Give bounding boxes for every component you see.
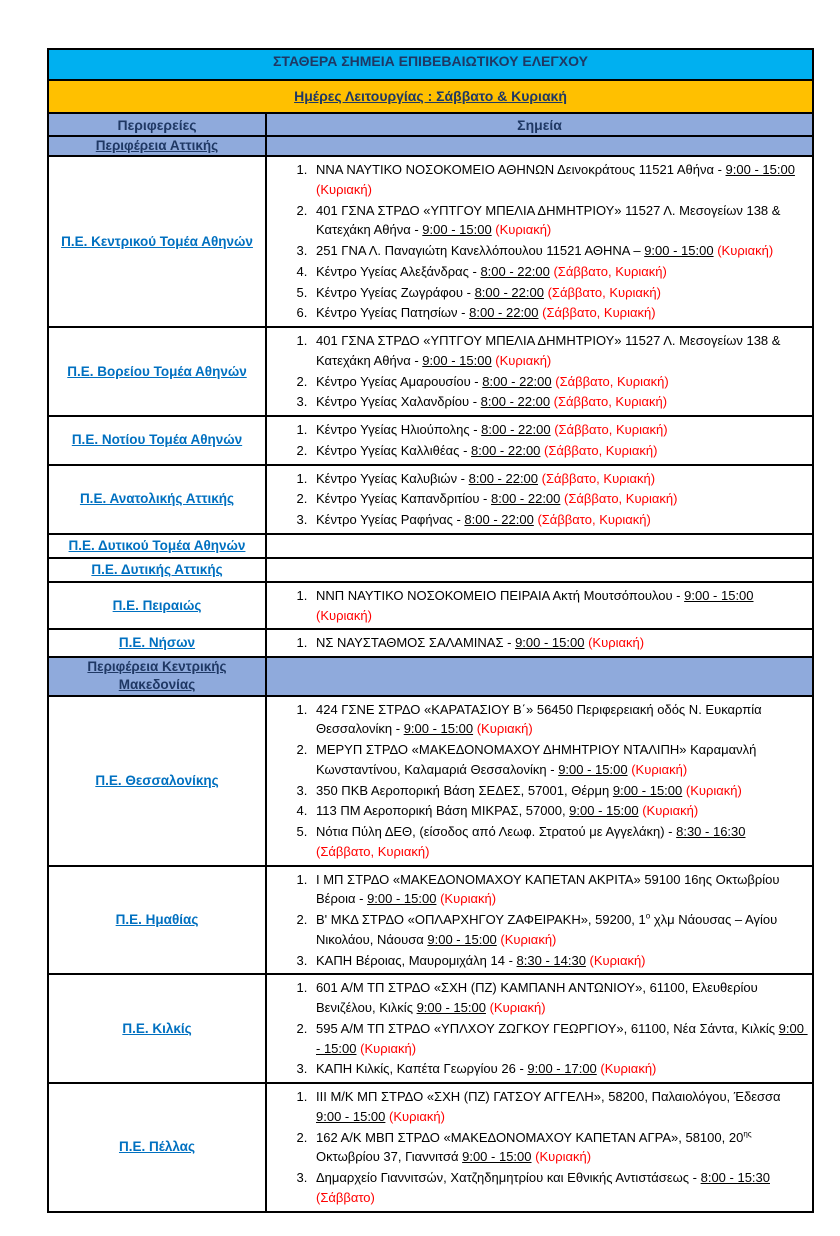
text-segment: Κέντρο Υγείας Ζωγράφου - [316, 284, 475, 300]
region-row [48, 327, 813, 416]
text-segment: ΙΙΙ Μ/Κ ΜΠ ΣΤΡΔΟ «ΣΧΗ (ΠΖ) ΓΑΤΣΟΥ ΑΓΓΕΛΗ», 58200, Παλαιολόγου, Έδεσσα [316, 1089, 785, 1105]
hours-text: 9:00 - 15:00 [569, 803, 639, 819]
hours-text: 8:00 - 22:00 [469, 305, 539, 321]
hours-text: 9:00 - 15:00 [644, 243, 714, 259]
region-row [48, 629, 813, 657]
hours-text: 9:00 - 15:00 [725, 162, 795, 178]
days-text: (Σάββατο, Κυριακή) [564, 491, 678, 507]
days-text: (Κυριακή) [717, 243, 774, 259]
checkpoint-item [311, 781, 804, 801]
days-text: (Κυριακή) [440, 891, 497, 907]
checkpoint-item [311, 951, 804, 971]
region-row [48, 582, 813, 630]
text-segment: 113 ΠΜ Αεροπορική Βάση ΜΙΚΡΑΣ, 57000, [316, 803, 570, 819]
text-segment: Κέντρο Υγείας Χαλανδρίου - [316, 394, 481, 410]
days-text: (Κυριακή) [389, 1108, 445, 1124]
days-text: (Σάββατο, Κυριακή) [553, 263, 667, 279]
checkpoint-item [311, 1128, 804, 1168]
region-row [48, 416, 813, 465]
hours-text: 8:00 - 22:00 [474, 284, 544, 300]
column-header-points: Σημεία [266, 113, 813, 136]
document-page [0, 48, 840, 1236]
points-list [267, 586, 804, 626]
text-segment: Δημαρχείο Γιαννιτσών, Χατζηδημητρίου και Εθνικής Αντιστάσεως - [316, 1170, 701, 1186]
days-text: (Κυριακή) [642, 803, 699, 819]
hours-text: 9:00 - 15:00 [422, 222, 492, 238]
days-text: (Σάββατο, Κυριακή) [316, 843, 430, 859]
points-list [267, 978, 808, 1079]
points-cell [266, 1083, 813, 1212]
region-link[interactable]: Π.Ε. Δυτικής Αττικής [91, 561, 223, 577]
points-cell [266, 558, 813, 582]
days-text: (Κυριακή) [589, 952, 646, 968]
region-link[interactable]: Π.Ε. Νοτίου Τομέα Αθηνών [71, 432, 243, 448]
region-link[interactable]: Π.Ε. Ανατολικής Αττικής [79, 491, 235, 507]
text-segment: Κέντρο Υγείας Καλυβιών - [316, 470, 469, 486]
text-segment: Κέντρο Υγείας Καλλιθέας - [316, 442, 472, 458]
checkpoint-item [311, 633, 804, 653]
checkpoint-item [311, 392, 804, 412]
hours-text: 9:00 - 15:00 [367, 891, 437, 907]
region-name-cell [48, 696, 266, 866]
text-segment: ΝΝΠ ΝΑΥΤΙΚΟ ΝΟΣΟΚΟΜΕΙΟ ΠΕΙΡΑΙΑ Ακτή Μουτσόπουλου - [316, 587, 685, 603]
region-name-cell [48, 974, 266, 1083]
region-group-row [48, 136, 813, 156]
days-text: (Κυριακή) [588, 635, 645, 651]
checkpoint-item [311, 262, 804, 282]
table-header [48, 49, 813, 136]
checkpoint-item [311, 420, 804, 440]
region-name-cell [48, 327, 266, 416]
checkpoint-item [311, 303, 804, 323]
checkpoint-item [311, 1168, 804, 1208]
superscript-text: ης [743, 1129, 752, 1139]
region-row [48, 465, 813, 534]
points-list [267, 331, 804, 412]
points-cell [266, 465, 813, 534]
text-segment: Κέντρο Υγείας Αμαρουσίου - [316, 373, 483, 389]
hours-text: 9:00 - 15:00 [416, 1000, 486, 1016]
region-row [48, 1083, 813, 1212]
checkpoint-item [311, 700, 804, 740]
points-list [267, 420, 804, 461]
text-segment: 401 ΓΣΝΑ ΣΤΡΔΟ «ΥΠΤΓΟΥ ΜΠΕΛΙΑ ΔΗΜΗΤΡΙΟΥ» 11527 Λ. Μεσογείων 138 & Κατεχάκη Αθήνα - [316, 333, 785, 368]
text-segment: ΚΑΠΗ Βέροιας, Μαυρομιχάλη 14 - [316, 952, 517, 968]
region-row [48, 866, 813, 975]
region-group-empty-cell [266, 657, 813, 695]
days-text: (Σάββατο, Κυριακή) [553, 394, 668, 410]
text-segment: ΚΑΠΗ Κιλκίς, Καπέτα Γεωργίου 26 - [316, 1061, 528, 1077]
text-segment: 162 Α/Κ ΜΒΠ ΣΤΡΔΟ «ΜΑΚΕΔΟΝΟΜΑΧΟΥ ΚΑΠΕΤΑΝ ΑΓΡΑ», 58100, 20 [316, 1129, 744, 1145]
points-cell [266, 534, 813, 558]
hours-text: 9:00 - 15:00 [558, 761, 628, 777]
days-text: (Κυριακή) [631, 761, 688, 777]
hours-text: 8:00 - 22:00 [468, 470, 539, 486]
days-text: (Σάββατο, Κυριακή) [541, 470, 656, 486]
region-group-label: Περιφέρεια Κεντρικής Μακεδονίας [87, 659, 227, 693]
region-name-cell [48, 1083, 266, 1212]
column-header-row [48, 113, 813, 136]
region-name-cell [48, 582, 266, 630]
region-group-cell [48, 136, 266, 156]
operating-days-label: Ημέρες Λειτουργίας : Σάββατο & Κυριακή [294, 87, 567, 104]
region-name-cell [48, 534, 266, 558]
region-link[interactable]: Π.Ε. Δυτικού Τομέα Αθηνών [68, 537, 246, 553]
points-list [267, 469, 804, 530]
days-text: (Κυριακή) [600, 1061, 657, 1077]
hours-text: 8:00 - 22:00 [480, 263, 550, 279]
points-cell [266, 629, 813, 657]
hours-text: 8:00 - 22:00 [491, 491, 561, 507]
text-segment: Νότια Πύλη ΔΕΘ, (είσοδος από Λεωφ. Στρατού με Αγγελάκη) - [316, 824, 677, 840]
days-text: (Σάββατο, Κυριακή) [544, 442, 658, 458]
hours-text: 9:00 - 15:00 [684, 587, 754, 603]
checkpoint-item [311, 870, 804, 910]
days-text: (Κυριακή) [476, 721, 533, 737]
points-cell [266, 156, 813, 327]
checkpoint-item [311, 1059, 804, 1079]
checkpoint-item [311, 331, 804, 371]
days-text: (Κυριακή) [500, 931, 557, 947]
text-segment: ΝΣ ΝΑΥΣΤΑΘΜΟΣ ΣΑΛΑΜΙΝΑΣ - [316, 635, 516, 651]
hours-text: 8:00 - 22:00 [480, 394, 551, 410]
text-segment: 595 Α/Μ ΤΠ ΣΤΡΔΟ «ΥΠΛΧΟΥ ΖΩΓΚΟΥ ΓΕΩΡΓΙΟΥ», 61100, Νέα Σάντα, Κιλκίς [316, 1020, 779, 1036]
region-link[interactable]: Π.Ε. Κεντρικού Τομέα Αθηνών [61, 233, 253, 249]
checkpoint-item [311, 978, 804, 1018]
text-segment [746, 824, 750, 839]
title-row [48, 49, 813, 80]
text-segment: Κέντρο Υγείας Ραφήνας - [316, 512, 465, 528]
checkpoint-item [311, 201, 804, 241]
region-link[interactable]: Π.Ε. Πειραιώς [112, 597, 202, 613]
days-text: (Κυριακή) [316, 181, 372, 197]
points-list [267, 870, 804, 971]
hours-text: 8:00 - 22:00 [471, 442, 541, 458]
region-group-empty-cell [266, 136, 813, 156]
checkpoint-item [311, 372, 804, 392]
text-segment: Κέντρο Υγείας Πατησίων - [316, 305, 470, 321]
checkpoint-item [311, 822, 804, 862]
hours-text: 9:00 - 15:00 [612, 782, 683, 798]
region-link[interactable]: Π.Ε. Κιλκίς [122, 1020, 192, 1036]
hours-text: 9:00 - 15:00 [422, 352, 492, 368]
days-text: (Σάββατο, Κυριακή) [547, 284, 661, 300]
points-cell [266, 416, 813, 465]
checkpoint-item [311, 801, 804, 821]
points-list [267, 160, 804, 323]
points-list [267, 700, 804, 862]
region-name-cell [48, 866, 266, 975]
days-text: (Σάββατο, Κυριακή) [542, 305, 656, 321]
region-row [48, 534, 813, 558]
text-segment: ΜΕΡΥΠ ΣΤΡΔΟ «ΜΑΚΕΔΟΝΟΜΑΧΟΥ ΔΗΜΗΤΡΙΟΥ ΝΤΑΛΙΠΗ» Καραμανλή Κωνσταντίνου, Καλαμαριά Θεσσαλονίκη - [316, 742, 760, 777]
region-name-cell [48, 156, 266, 327]
checkpoint-item [311, 1087, 804, 1127]
points-cell [266, 974, 813, 1083]
hours-text: 8:30 - 14:30 [516, 952, 586, 968]
region-link[interactable]: Π.Ε. Ημαθίας [115, 912, 199, 928]
points-list [267, 633, 804, 653]
text-segment: 601 Α/Μ ΤΠ ΣΤΡΔΟ «ΣΧΗ (ΠΖ) ΚΑΜΠΑΝΗ ΑΝΤΩΝΙΟΥ», 61100, Ελευθερίου Βενιζέλου, Κιλκίς [316, 980, 762, 1016]
hours-text: 8:00 - 15:30 [700, 1170, 770, 1186]
text-segment: Οκτωβρίου 37, Γιαννιτσά [316, 1129, 756, 1165]
hours-text: 9:00 - 15:00 [515, 635, 585, 651]
checkpoint-item [311, 910, 804, 950]
region-name-cell [48, 629, 266, 657]
document-title: ΣΤΑΘΕΡΑ ΣΗΜΕΙΑ ΕΠΙΒΕΒΑΙΩΤΙΚΟΥ ΕΛΕΓΧΟΥ [48, 49, 813, 80]
text-segment: Β' ΜΚΔ ΣΤΡΔΟ «ΟΠΛΑΡΧΗΓΟΥ ΖΑΦΕΙΡΑΚΗ», 59200, 1 [316, 912, 646, 928]
region-link[interactable]: Π.Ε. Νήσων [118, 635, 196, 651]
points-cell [266, 696, 813, 866]
points-list [267, 1087, 804, 1208]
region-row [48, 558, 813, 582]
points-cell [266, 866, 813, 975]
region-name-cell [48, 465, 266, 534]
text-segment: χλμ Νάουσας – Αγίου Νικολάου, Νάουσα [316, 912, 781, 947]
checkpoint-item [311, 441, 804, 461]
hours-text: 9:00 - 15:00 [316, 1020, 808, 1056]
hours-text: 9:00 - 15:00 [462, 1149, 532, 1165]
region-link[interactable]: Π.Ε. Θεσσαλονίκης [95, 772, 219, 788]
column-header-regions: Περιφερείες [48, 113, 266, 136]
checkpoint-item [311, 586, 804, 626]
region-group-row [48, 657, 813, 695]
checkpoints-table [47, 48, 814, 1213]
checkpoint-item [311, 283, 804, 303]
text-segment [754, 588, 758, 603]
points-cell [266, 582, 813, 630]
days-text: (Κυριακή) [535, 1149, 592, 1165]
text-segment [770, 1170, 774, 1185]
table-body [48, 136, 813, 1212]
points-cell [266, 327, 813, 416]
days-text: (Σάββατο, Κυριακή) [554, 422, 668, 438]
days-text: (Κυριακή) [316, 607, 372, 623]
operating-days-cell [48, 80, 813, 113]
region-row [48, 696, 813, 866]
text-segment: ΝΝΑ ΝΑΥΤΙΚΟ ΝΟΣΟΚΟΜΕΙΟ ΑΘΗΝΩΝ Δεινοκράτους 11521 Αθήνα - [316, 162, 726, 178]
superscript-text: ο [645, 911, 651, 921]
region-group-cell [48, 657, 266, 695]
checkpoint-item [311, 1019, 808, 1059]
days-text: (Σάββατο, Κυριακή) [537, 512, 651, 528]
days-text: (Σάββατο, Κυριακή) [555, 373, 669, 389]
text-segment: 401 ΓΣΝΑ ΣΤΡΔΟ «ΥΠΤΓΟΥ ΜΠΕΛΙΑ ΔΗΜΗΤΡΙΟΥ» 11527 Λ. Μεσογείων 138 & Κατεχάκη Αθήνα - [316, 202, 785, 238]
text-segment [795, 162, 799, 177]
region-group-label: Περιφέρεια Αττικής [95, 138, 219, 153]
hours-text: 8:30 - 16:30 [676, 824, 746, 840]
hours-text: 8:00 - 22:00 [482, 373, 552, 389]
text-segment: 251 ΓΝΑ Λ. Παναγιώτη Κανελλόπουλου 11521 ΑΘΗΝΑ – [316, 243, 645, 259]
checkpoint-item [311, 489, 804, 509]
days-text: (Κυριακή) [489, 1000, 546, 1016]
region-name-cell [48, 558, 266, 582]
hours-text: 9:00 - 15:00 [427, 931, 497, 947]
text-segment: Κέντρο Υγείας Καπανδριτίου - [316, 491, 491, 507]
text-segment: Ι ΜΠ ΣΤΡΔΟ «ΜΑΚΕΔΟΝΟΜΑΧΟΥ ΚΑΠΕΤΑΝ ΑΚΡΙΤΑ» 59100 16ης Οκτωβρίου Βέροια - [316, 871, 784, 907]
subtitle-row [48, 80, 813, 113]
hours-text: 8:00 - 22:00 [481, 422, 551, 438]
text-segment: Κέντρο Υγείας Ηλιούπολης - [316, 422, 482, 438]
region-link[interactable]: Π.Ε. Πέλλας [118, 1139, 196, 1155]
days-text: (Κυριακή) [685, 782, 742, 798]
region-name-cell [48, 416, 266, 465]
hours-text: 9:00 - 15:00 [403, 721, 474, 737]
hours-text: 9:00 - 17:00 [527, 1061, 597, 1077]
checkpoint-item [311, 241, 804, 261]
text-segment: 350 ΠΚΒ Αεροπορική Βάση ΣΕΔΕΣ, 57001, Θέρμη [316, 782, 613, 798]
days-text: (Κυριακή) [495, 222, 552, 238]
hours-text: 8:00 - 22:00 [464, 512, 534, 528]
checkpoint-item [311, 510, 804, 530]
region-link[interactable]: Π.Ε. Βορείου Τομέα Αθηνών [67, 363, 247, 379]
text-segment: 424 ΓΣΝΕ ΣΤΡΔΟ «ΚΑΡΑΤΑΣΙΟΥ Β΄» 56450 Περιφερειακή οδός Ν. Ευκαρπία Θεσσαλονίκη - [316, 701, 766, 737]
checkpoint-item [311, 740, 804, 780]
days-text: (Κυριακή) [360, 1040, 417, 1056]
days-text: (Σάββατο) [316, 1189, 375, 1205]
checkpoint-item [311, 469, 804, 489]
hours-text: 9:00 - 15:00 [316, 1108, 386, 1124]
region-row [48, 156, 813, 327]
region-row [48, 974, 813, 1083]
text-segment: Κέντρο Υγείας Αλεξάνδρας - [316, 263, 481, 279]
checkpoint-item [311, 160, 804, 200]
days-text: (Κυριακή) [495, 352, 552, 368]
